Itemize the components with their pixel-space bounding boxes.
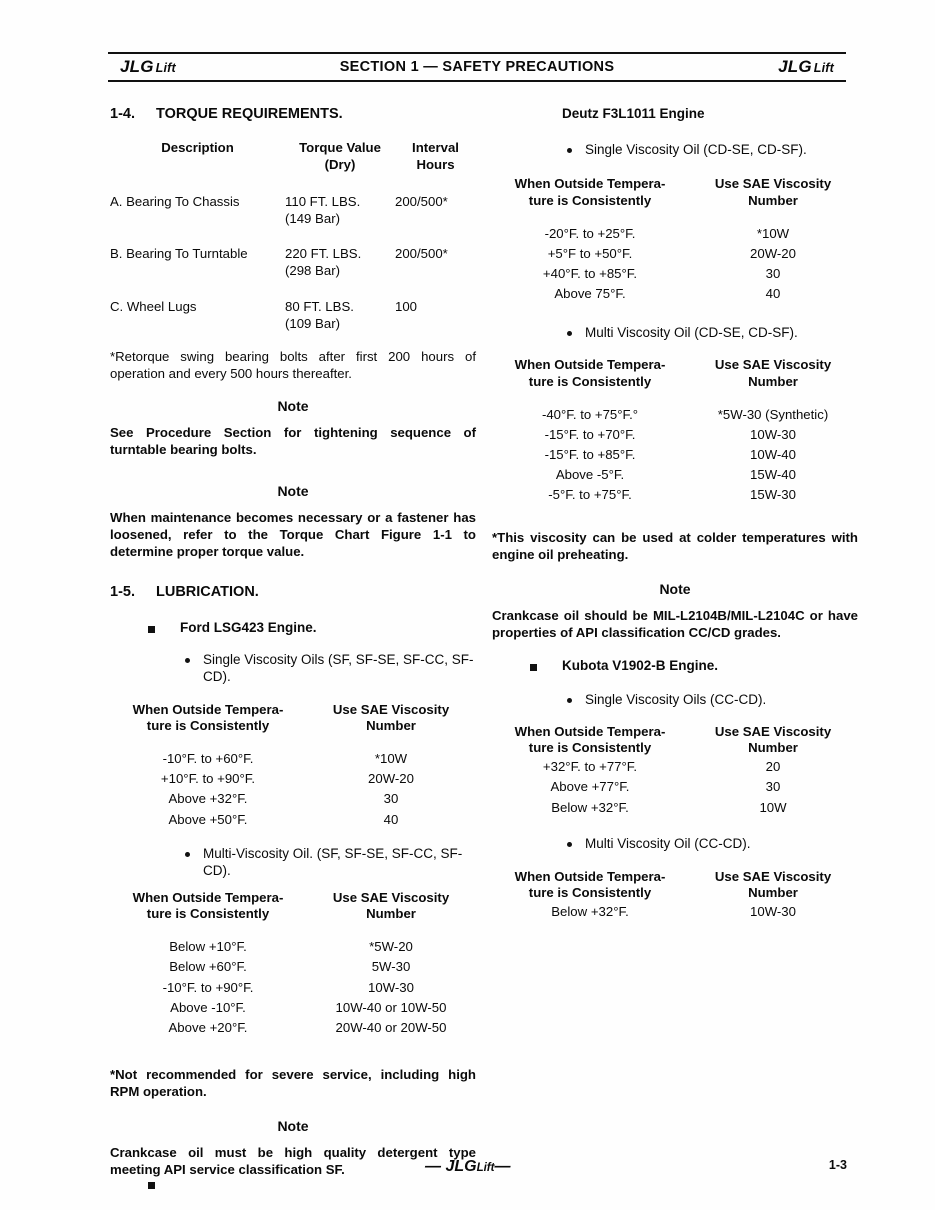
- torque-row-value: [285, 298, 395, 332]
- header-temp-line1: When Outside Tempera-: [514, 357, 666, 373]
- viscosity-number: 10W-30: [750, 904, 796, 920]
- viscosity-temperature: Below +32°F.: [551, 904, 629, 920]
- viscosity-header-number: [688, 176, 858, 209]
- viscosity-temperature: Above +77°F.: [550, 779, 630, 795]
- header-temp-line1: When Outside Tempera-: [514, 868, 666, 884]
- viscosity-number: *5W-30 (Synthetic): [717, 406, 829, 422]
- viscosity-number: 15W-40: [750, 467, 796, 483]
- square-bullet-icon: [148, 626, 155, 633]
- oil-bullet-kubota-single: [492, 691, 858, 708]
- viscosity-number: 10W-40 or 10W-50: [335, 999, 447, 1015]
- viscosity-number: 40: [765, 286, 781, 302]
- table-row: [492, 485, 858, 505]
- section-title-1-5: LUBRICATION.: [156, 584, 259, 601]
- header-rule-bottom: [108, 80, 846, 82]
- torque-row-value: [285, 193, 395, 227]
- viscosity-number: 15W-30: [750, 487, 796, 503]
- torque-row-value-main: 110 FT. LBS.: [285, 194, 361, 209]
- viscosity-number: 10W-30: [750, 426, 796, 442]
- table-row: [492, 264, 858, 284]
- table-row: [492, 444, 858, 464]
- table-row: [110, 789, 476, 809]
- torque-row-interval: 100: [395, 298, 418, 314]
- footer-dash-left: —: [425, 1158, 441, 1175]
- table-row: [492, 902, 858, 922]
- end-of-section-square-icon: [148, 1182, 155, 1189]
- header-temp-line1: When Outside Tempera-: [514, 723, 666, 739]
- section-number-1-5: 1-5.: [110, 584, 135, 601]
- oil-bullet-ford-single-label: Single Viscosity Oils (SF, SF-SE, SF-CC, SF-CD).: [203, 652, 474, 685]
- footer-logo-sub: Lift: [476, 1162, 495, 1174]
- viscosity-table-kubota-single: [492, 724, 858, 817]
- oil-bullet-deutz-single: [492, 141, 858, 158]
- header-visc-line2: Number: [748, 885, 798, 901]
- round-bullet-icon: [567, 148, 572, 153]
- header-temp-line2: ture is Consistently: [528, 885, 652, 901]
- header-rule-top: [108, 52, 846, 54]
- engine-heading-deutz: [492, 106, 858, 121]
- round-bullet-icon: [567, 331, 572, 336]
- header-temp-line2: ture is Consistently: [528, 373, 652, 389]
- oil-bullet-deutz-multi-label: Multi Viscosity Oil (CD-SE, CD-SF).: [585, 324, 798, 340]
- table-row: [492, 424, 858, 444]
- torque-row-value-main: 220 FT. LBS.: [285, 246, 362, 262]
- right-column: [492, 106, 858, 922]
- table-row: [110, 997, 476, 1017]
- oil-bullet-ford-multi: [110, 845, 476, 880]
- viscosity-header-row: [110, 890, 476, 923]
- header-logo-right-text: JLG: [778, 57, 812, 76]
- table-row: [492, 223, 858, 243]
- viscosity-header-temperature: [492, 176, 688, 209]
- table-row: [110, 769, 476, 789]
- header-visc-line1: Use SAE Viscosity: [714, 723, 832, 739]
- header-temp-line2: ture is Consistently: [146, 718, 270, 734]
- viscosity-table-kubota-multi: [492, 869, 858, 922]
- viscosity-temperature: -20°F. to +25°F.: [544, 225, 636, 241]
- severe-service-footnote: *Not recommended for severe service, including high RPM operation.: [110, 1066, 476, 1099]
- section-heading-1-5: [110, 584, 476, 600]
- round-bullet-icon: [567, 698, 572, 703]
- header-visc-line1: Use SAE Viscosity: [714, 176, 832, 192]
- oil-bullet-ford-multi-label: Multi-Viscosity Oil. (SF, SF-SE, SF-CC, SF-CD).: [203, 846, 463, 879]
- torque-header-value-line2: (Dry): [324, 156, 356, 172]
- torque-row-value-main: 80 FT. LBS.: [285, 298, 354, 314]
- viscosity-temperature: Above -5°F.: [555, 467, 625, 483]
- header-visc-line2: Number: [748, 373, 798, 389]
- footer-logo: [425, 1158, 510, 1176]
- viscosity-temperature: Above +20°F.: [168, 1019, 248, 1035]
- table-row: [492, 243, 858, 263]
- note-text-procedure-section: See Procedure Section for tightening sequence of turntable bearing bolts.: [110, 425, 476, 458]
- header-logo-left: [120, 57, 176, 77]
- viscosity-temperature: -15°F. to +70°F.: [544, 426, 636, 442]
- torque-header-value-line1: Torque Value: [299, 140, 381, 155]
- viscosity-header-row: [110, 702, 476, 735]
- oil-bullet-deutz-single-label: Single Viscosity Oil (CD-SE, CD-SF).: [585, 142, 807, 157]
- table-row: [492, 777, 858, 797]
- round-bullet-icon: [185, 658, 190, 663]
- torque-row-description: B. Bearing To Turntable: [110, 246, 248, 262]
- viscosity-number: 40: [383, 811, 399, 827]
- viscosity-header-number: [688, 869, 858, 902]
- retorque-footnote: *Retorque swing bearing bolts after first 200 hours of operation and every 500 hours thereafter.: [110, 348, 476, 382]
- header-visc-line2: Number: [748, 192, 798, 208]
- viscosity-temperature: Above +50°F.: [168, 811, 248, 827]
- viscosity-temperature: Below +10°F.: [169, 939, 247, 955]
- table-row: [492, 465, 858, 485]
- viscosity-table-deutz-multi: [492, 357, 858, 505]
- engine-heading-kubota-label: Kubota V1902-B Engine.: [562, 657, 719, 673]
- header-temp-line2: ture is Consistently: [528, 740, 652, 756]
- section-number-1-4: 1-4.: [110, 106, 135, 122]
- header-temp-line2: ture is Consistently: [528, 192, 652, 208]
- torque-header-interval-line1: Interval: [412, 140, 459, 155]
- header-logo-right-sub: Lift: [813, 61, 834, 75]
- viscosity-number: 30: [765, 779, 781, 795]
- section-heading-1-4: [110, 106, 476, 122]
- header-visc-line1: Use SAE Viscosity: [714, 357, 832, 373]
- header-temp-line1: When Outside Tempera-: [514, 176, 666, 192]
- viscosity-temperature: +32°F. to +77°F.: [542, 759, 638, 775]
- note-heading: Note: [277, 482, 309, 499]
- viscosity-number: 20W-20: [368, 771, 414, 787]
- table-row: [110, 749, 476, 769]
- header-visc-line2: Number: [748, 740, 798, 756]
- header-section-title: SECTION 1 — SAFETY PRECAUTIONS: [339, 59, 615, 75]
- viscosity-number: 10W-30: [368, 979, 414, 995]
- viscosity-temperature: -5°F. to +75°F.: [548, 487, 632, 503]
- table-row: [110, 298, 476, 332]
- table-row: [110, 245, 476, 279]
- header-temp-line2: ture is Consistently: [146, 906, 270, 922]
- viscosity-header-temperature: [110, 702, 306, 735]
- oil-bullet-kubota-single-label: Single Viscosity Oils (CC-CD).: [585, 691, 767, 707]
- viscosity-temperature: -10°F. to +60°F.: [162, 751, 254, 767]
- header-logo-left-sub: Lift: [155, 61, 176, 75]
- viscosity-temperature: -15°F. to +85°F.: [544, 446, 636, 462]
- footer-dash-right: —: [494, 1158, 511, 1175]
- viscosity-number: 5W-30: [371, 959, 411, 975]
- viscosity-temperature: Below +60°F.: [169, 959, 247, 975]
- table-row: [492, 757, 858, 777]
- header-visc-line1: Use SAE Viscosity: [332, 701, 450, 717]
- section-title-1-4: TORQUE REQUIREMENTS.: [156, 106, 343, 122]
- viscosity-header-number: [306, 890, 476, 923]
- header-logo-left-text: JLG: [120, 57, 154, 76]
- torque-requirements-table: [110, 140, 476, 332]
- viscosity-number: 30: [383, 791, 399, 807]
- viscosity-header-number: [688, 357, 858, 390]
- note-heading: Note: [277, 1117, 309, 1134]
- engine-heading-ford: [110, 620, 476, 635]
- footer-logo-text: JLG: [445, 1158, 477, 1175]
- viscosity-header-row: [492, 357, 858, 390]
- page-header: [108, 52, 846, 82]
- torque-table-header-row: [110, 140, 476, 175]
- torque-row-value-sub: (298 Bar): [285, 263, 340, 279]
- torque-row-interval: 200/500*: [395, 194, 448, 209]
- viscosity-temperature: -40°F. to +75°F.°: [541, 406, 639, 422]
- viscosity-number: 10W: [759, 799, 787, 815]
- table-row: [492, 797, 858, 817]
- torque-row-description: C. Wheel Lugs: [110, 298, 197, 314]
- torque-header-value: [285, 140, 395, 175]
- header-temp-line1: When Outside Tempera-: [132, 701, 284, 717]
- torque-row-value-sub: (149 Bar): [285, 211, 340, 227]
- torque-row-value-sub: (109 Bar): [285, 315, 340, 331]
- note-heading: Note: [659, 581, 691, 598]
- viscosity-number: 20W-20: [750, 245, 796, 261]
- viscosity-number: *10W: [756, 225, 790, 241]
- viscosity-number: 30: [765, 266, 781, 282]
- note-heading: Note: [277, 398, 309, 415]
- viscosity-temperature: Above -10°F.: [170, 999, 246, 1015]
- left-column: [110, 106, 476, 1189]
- table-row: [110, 809, 476, 829]
- table-row: [110, 957, 476, 977]
- torque-header-interval: [395, 140, 476, 175]
- engine-heading-kubota: [492, 658, 858, 673]
- viscosity-number: 10W-40: [750, 446, 796, 462]
- viscosity-temperature: +5°F to +50°F.: [547, 245, 633, 261]
- torque-header-interval-line2: Hours: [416, 156, 455, 172]
- oil-bullet-kubota-multi: [492, 835, 858, 852]
- viscosity-temperature: +40°F. to +85°F.: [542, 266, 638, 282]
- page-number: 1-3: [828, 1158, 847, 1172]
- viscosity-header-row: [492, 724, 858, 757]
- viscosity-temperature: Above +32°F.: [168, 791, 248, 807]
- header-visc-line1: Use SAE Viscosity: [332, 889, 450, 905]
- viscosity-preheating-footnote: *This viscosity can be used at colder temperatures with engine oil preheating.: [492, 529, 858, 563]
- note-text-crankcase-oil-sf: Crankcase oil must be high quality detergent type meeting API service classification SF.: [110, 1144, 476, 1177]
- table-row: [492, 404, 858, 424]
- square-bullet-icon: [530, 664, 537, 671]
- table-row: [110, 937, 476, 957]
- viscosity-table-ford-multi: [110, 890, 476, 1038]
- viscosity-number: *10W: [374, 751, 408, 767]
- viscosity-number: 20W-40 or 20W-50: [335, 1019, 447, 1035]
- header-visc-line2: Number: [366, 718, 416, 734]
- torque-row-value: [285, 245, 395, 279]
- header-visc-line2: Number: [366, 906, 416, 922]
- viscosity-header-temperature: [110, 890, 306, 923]
- viscosity-header-number: [688, 724, 858, 757]
- viscosity-header-row: [492, 176, 858, 209]
- note-text-torque-chart: When maintenance becomes necessary or a fastener has loosened, refer to the Torque Chart Figure 1-1 to determine proper torque value.: [110, 509, 476, 559]
- viscosity-number: *5W-20: [369, 939, 413, 955]
- header-visc-line1: Use SAE Viscosity: [714, 868, 832, 884]
- viscosity-temperature: Above 75°F.: [554, 286, 626, 302]
- header-temp-line1: When Outside Tempera-: [132, 889, 284, 905]
- table-row: [110, 193, 476, 227]
- torque-row-description: A. Bearing To Chassis: [110, 194, 240, 209]
- oil-bullet-ford-single: [110, 651, 476, 686]
- viscosity-header-number: [306, 702, 476, 735]
- viscosity-table-deutz-single: [492, 176, 858, 304]
- table-row: [110, 977, 476, 997]
- viscosity-number: 20: [765, 759, 781, 775]
- table-row: [492, 284, 858, 304]
- table-row: [110, 1017, 476, 1037]
- viscosity-table-ford-single: [110, 702, 476, 830]
- viscosity-temperature: Below +32°F.: [551, 799, 629, 815]
- viscosity-header-temperature: [492, 357, 688, 390]
- note-text-crankcase-oil-mil: Crankcase oil should be MIL-L2104B/MIL-L2104C or have properties of API classification CC/CD grades.: [492, 608, 858, 641]
- header-logo-right: [778, 57, 834, 77]
- engine-heading-deutz-label: Deutz F3L1011 Engine: [562, 106, 705, 121]
- engine-heading-ford-label: Ford LSG423 Engine.: [180, 620, 317, 636]
- viscosity-temperature: +10°F. to +90°F.: [160, 771, 256, 787]
- viscosity-header-temperature: [492, 869, 688, 902]
- oil-bullet-kubota-multi-label: Multi Viscosity Oil (CC-CD).: [585, 836, 751, 852]
- viscosity-header-row: [492, 869, 858, 902]
- torque-row-interval: 200/500*: [395, 246, 448, 262]
- oil-bullet-deutz-multi: [492, 324, 858, 341]
- viscosity-header-temperature: [492, 724, 688, 757]
- viscosity-temperature: -10°F. to +90°F.: [162, 979, 254, 995]
- torque-header-description: Description: [161, 140, 234, 155]
